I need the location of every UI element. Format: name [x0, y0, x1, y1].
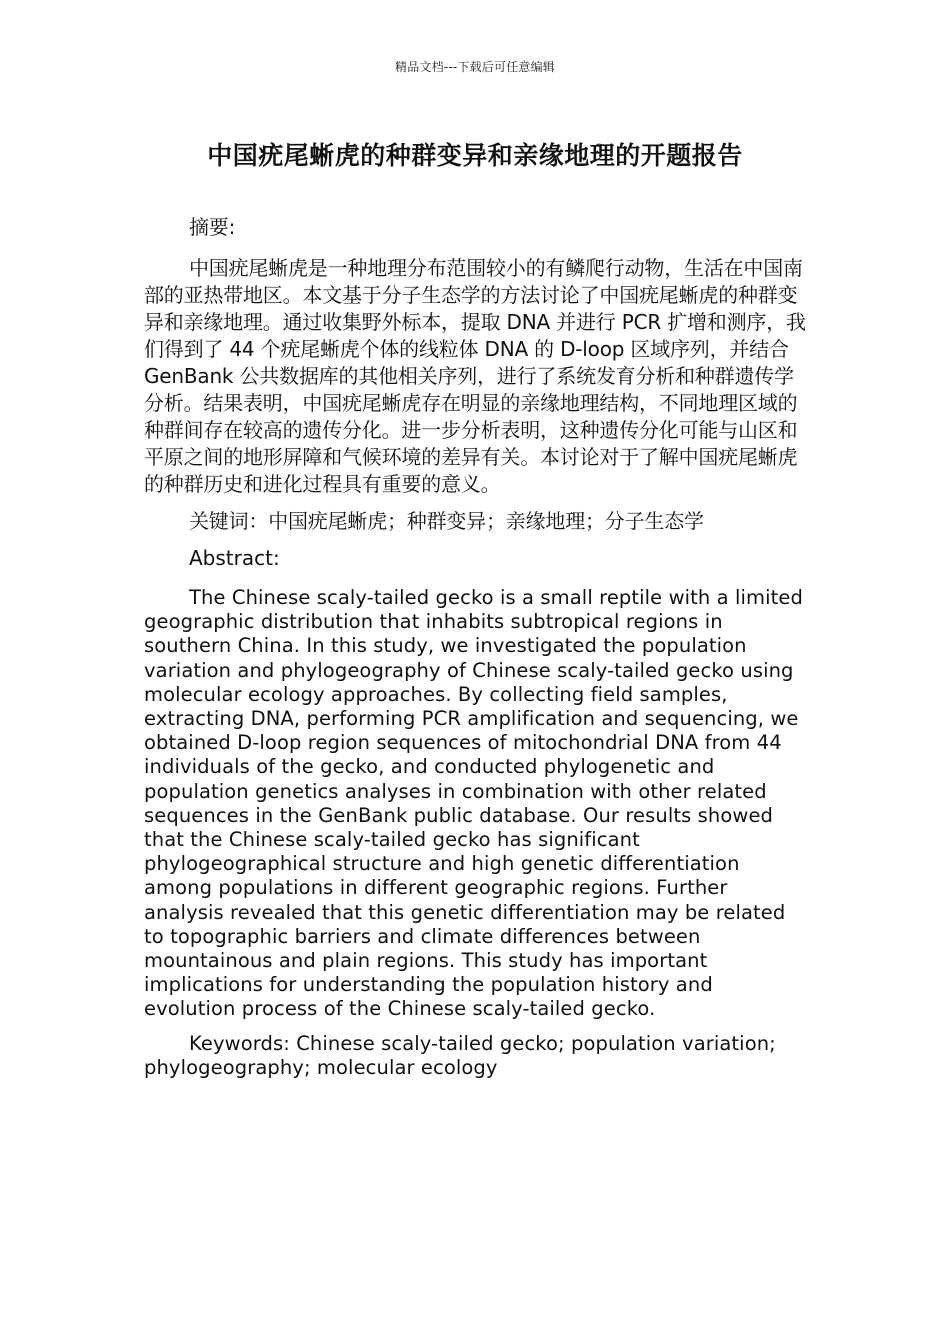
page-title: 中国疣尾蜥虎的种群变异和亲缘地理的开题报告: [207, 141, 743, 170]
abstract-en-body: The Chinese scaly-tailed gecko is a small reptile with a limited geographic distribution that inhabits subtropical regions in southern China. In this study, we investigated the population variation and phylogeography of Chinese scaly-tailed gecko using molecular ecology approaches. By collecting field samples, extracting DNA, performing PCR amplification and sequencing, we obtained D-loop region sequences of mitochondrial DNA from 44 individuals of the gecko, and conducted phylogenetic and population genetics analyses in combination with other related sequences in the GenBank public database. Our results showed that the Chinese scaly-tailed gecko has significant phylogeographical structure and high genetic differentiation among populations in different geographic regions. Further analysis revealed that this genetic differentiation may be related to topographic barriers and climate differences between mountainous and plain regions. This study has important implications for understanding the population history and evolution process of the Chinese scaly-tailed gecko.: [144, 586, 803, 1021]
document-body: [144, 214, 808, 1090]
keywords-cn: 关键词：中国疣尾蜥虎；种群变异；亲缘地理；分子生态学: [189, 509, 704, 533]
keywords-en: Keywords: Chinese scaly-tailed gecko; population variation; phylogeography; molecular ecology: [144, 1031, 776, 1079]
abstract-en-label: Abstract:: [189, 546, 280, 570]
abstract-cn-label: 摘要:: [189, 215, 236, 239]
header-note: 精品文档---下载后可任意编辑: [395, 60, 555, 74]
abstract-cn-body: 中国疣尾蜥虎是一种地理分布范围较小的有鳞爬行动物，生活在中国南部的亚热带地区。本文基于分子生态学的方法讨论了中国疣尾蜥虎的种群变异和亲缘地理。通过收集野外标本，提取 DNA 并进行 PCR 扩增和测序，我们得到了 44 个疣尾蜥虎个体的线粒体 DNA 的 D-loop 区域序列，并结合 GenBank 公共数据库的其他相关序列，进行了系统发育分析和种群遗传学分析。结果表明，中国疣尾蜥虎存在明显的亲缘地理结构，不同地理区域的种群间存在较高的遗传分化。进一步分析表明，这种遗传分化可能与山区和平原之间的地形屏障和气候环境的差异有关。本讨论对于了解中国疣尾蜥虎的种群历史和进化过程具有重要的意义。: [144, 256, 806, 496]
